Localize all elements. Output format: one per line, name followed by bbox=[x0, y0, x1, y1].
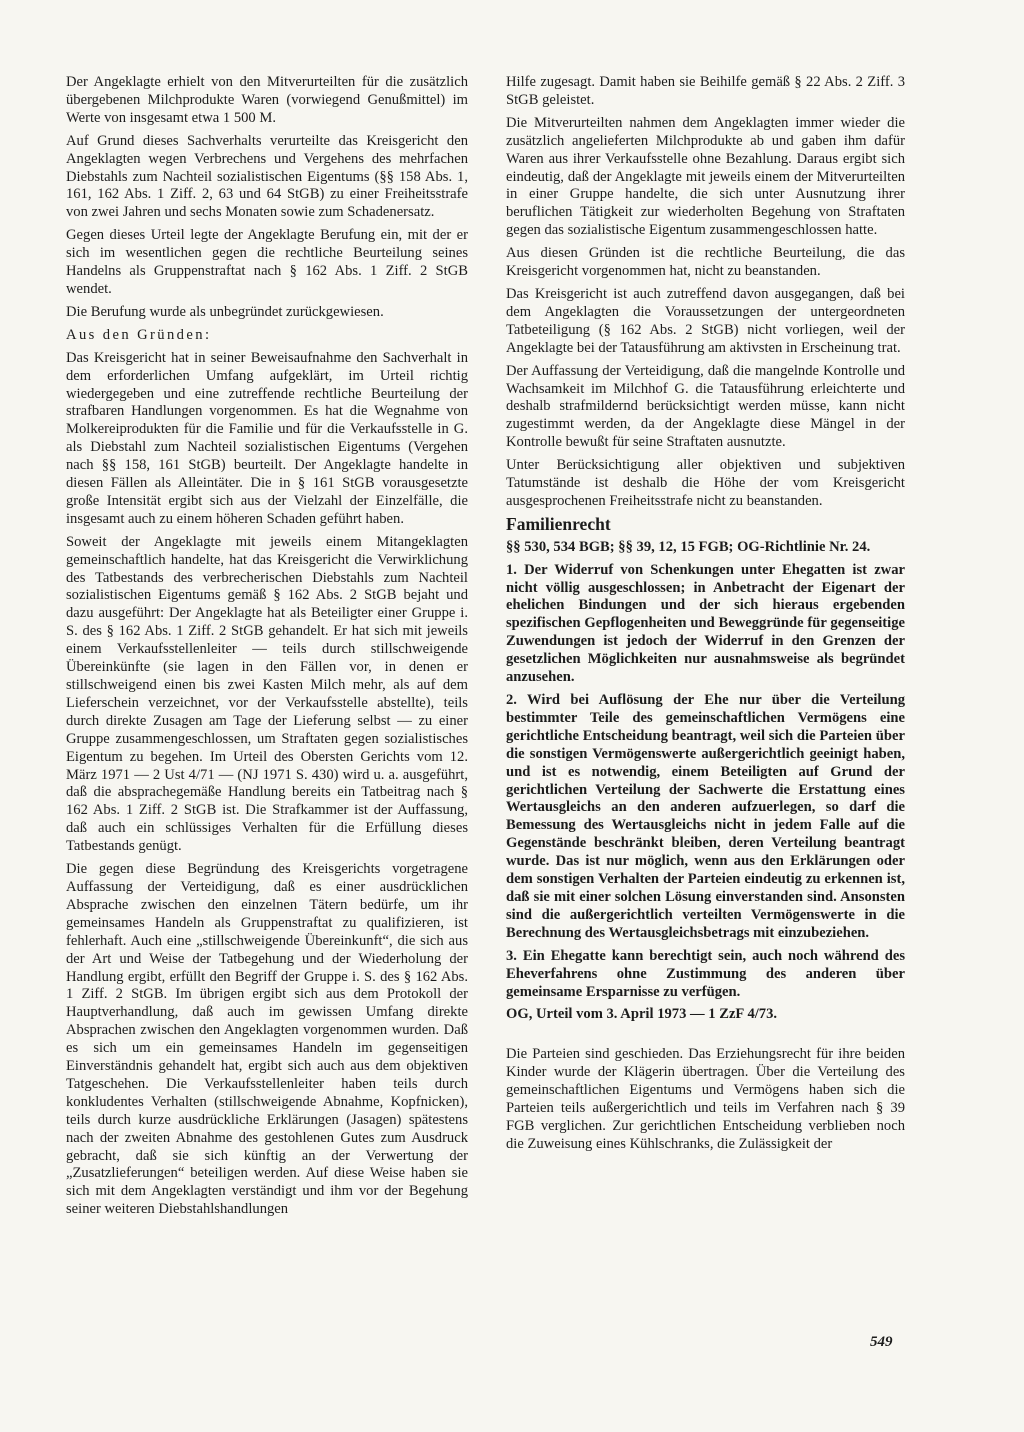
paragraph: Auf Grund dieses Sachverhalts verurteilte das Kreisgericht den Angeklagten wegen Verbrechens und Vergehens des mehrfachen Diebstahls zum Nachteil sozialistischen Eigentums (§§ 158 Abs. 1, 161, 162 Abs. 1 Ziff. 2, 63 und 64 StGB) zu einer Freiheitsstrafe von zwei Jahren und sechs Monaten sowie zum Schadenersatz. bbox=[66, 132, 468, 221]
paragraph: Gegen dieses Urteil legte der Angeklagte Berufung ein, mit der er sich im wesentlichen gegen die rechtliche Beurteilung seines Handelns als Gruppenstraftat nach § 162 Abs. 1 Ziff. 2 StGB wendet. bbox=[66, 227, 468, 297]
section-heading: Aus den Gründen: bbox=[66, 326, 212, 343]
paragraph: Die Parteien sind geschieden. Das Erziehungsrecht für ihre beiden Kinder wurde der Klägerin übertragen. Über die Verteilung des gemeinschaftlichen Eigentums und Vermögens haben sich die Parteien teils außergerichtlich und teils im Verfahren nach § 39 FGB verglichen. Zur gerichtlichen Entscheidung verblieben noch die Zuweisung eines Kühlschranks, die Zulässigkeit der bbox=[506, 1046, 905, 1152]
paragraph: Die Berufung wurde als unbegründet zurückgewiesen. bbox=[66, 303, 384, 320]
paragraph: Aus diesen Gründen ist die rechtliche Beurteilung, die das Kreisgericht vorgenommen hat, nicht zu beanstanden. bbox=[506, 245, 905, 280]
paragraph: Das Kreisgericht hat in seiner Beweisaufnahme den Sachverhalt in dem erforderlichen Umfang aufgeklärt, im Urteil richtig wiedergegeben und eine zutreffende rechtliche Beurteilung der strafbaren Handlungen vorgenommen. Es hat die Wegnahme von Molkereiprodukten für die Familie und für die Verkaufsstelle in G. als Diebstahl zum Nachteil sozialistischen Eigentums (Vergehen nach §§ 158, 161 StGB) beurteilt. Der Angeklagte handelte in diesen Fällen als Alleintäter. Die in § 161 StGB vorausgesetzte große Intensität ergibt sich aus der Vielzahl der Einzelfälle, die insgesamt auch zu einem höheren Schaden geführt haben. bbox=[66, 349, 468, 527]
paragraph: Der Angeklagte erhielt von den Mitverurteilten für die zusätzlich übergebenen Milchprodukte Waren (vorwiegend Genußmittel) im Werte von insgesamt etwa 1 500 M. bbox=[66, 74, 468, 126]
headnote-1: 1. Der Widerruf von Schenkungen unter Ehegatten ist zwar nicht völlig ausgeschlossen; in Anbetracht der Eigenart der ehelichen Bindungen und der sich hieraus ergebenden spezifischen Gepflogenheiten und Beweggründe für gegenseitige Zuwendungen ist jedoch der Widerruf in den Grenzen der gesetzlichen Möglichkeiten nur ausnahmsweise als begründet anzusehen. bbox=[506, 561, 905, 686]
headnote-3: 3. Ein Ehegatte kann berechtigt sein, auch noch während des Eheverfahrens ohne Zustimmung des anderen über gemeinsame Ersparnisse zu verfügen. bbox=[506, 947, 905, 1000]
paragraph: Der Auffassung der Verteidigung, daß die mangelnde Kontrolle und Wachsamkeit im Milchhof G. die Tatausführung erleichterte und deshalb strafmildernd berücksichtigt werden müsse, kann nicht zugestimmt werden, da der Angeklagte diese Mängel in der Kontrolle bewußt für seine Straftaten ausnutzte. bbox=[506, 362, 905, 451]
paragraph: Soweit der Angeklagte mit jeweils einem Mitangeklagten gemeinschaftlich handelte, hat das Kreisgericht die Verwirklichung des Tatbestands des verbrecherischen Diebstahls zum Nachteil sozialistischen Eigentums gemäß § 162 Abs. 2 StGB bejaht und dazu ausgeführt: Der Angeklagte hat als Beteiligter einer Gruppe i. S. des § 162 Abs. 1 Ziff. 2 StGB gehandelt. Er hat sich mit jeweils einem Verkaufsstellenleiter — teils durch stillschweigende Übereinkünfte (sie lagen in den Fällen vor, in denen er stillschweigend einen bis zwei Kasten Milch mehr, als auf dem Lieferschein verzeichnet, vor der Verkaufsstelle abstellte), teils durch direkte Zusagen am Tage der Lieferung selbst — zu einer Gruppe zusammengeschlossen, um Straftaten gegen sozialistisches Eigentum zu begehen. Im Urteil des Obersten Gerichts vom 12. März 1971 — 2 Ust 4/71 — (NJ 1971 S. 430) wird u. a. ausgeführt, daß die absprachegemäße Handlung bereits ein Tatbeitrag nach § 162 Abs. 1 Ziff. 2 StGB ist. Die Strafkammer ist der Auffassung, daß auch ein schlüssiges Verhalten für die Erfüllung dieses Tatbestands genügt. bbox=[66, 533, 468, 855]
paragraph: Die gegen diese Begründung des Kreisgerichts vorgetragene Auffassung der Verteidigung, daß es einer ausdrücklichen Absprache zwischen den einzelnen Tätern bedürfe, um ihr gemeinsames Handeln als Gruppenstraftat zu qualifizieren, ist fehlerhaft. Auch eine „stillschweigende Übereinkunft“, die sich aus der Art und Weise der Tatbegehung und der Wiederholung der Handlung ergibt, erfüllt den Begriff der Gruppe i. S. des § 162 Abs. 1 Ziff. 2 StGB. Im übrigen ergibt sich aus dem Protokoll der Hauptverhandlung, daß auch im gewissen Umfang direkte Absprachen zwischen den Angeklagten vorgenommen wurden. Daß es sich um ein gemeinsames Handeln im gegenseitigen Einverständnis gehandelt hat, ergibt sich auch aus dem objektiven Tatgeschehen. Die Verkaufsstellenleiter haben teils durch konkludentes Verhalten (stillschweigende Abnahme, Kopfnicken), teils durch kurze ausdrückliche Erklärungen (Jasagen) spätestens nach der zweiten Abnahme des gestohlenen Gutes zum Ausdruck gebracht, daß sie sich künftig an der Verwertung der „Zusatzlieferungen“ beteiligen werden. Auf diese Weise haben sie sich mit dem Angeklagten verständigt und ihm vor der Begehung seiner weiteren Diebstahlshandlungen bbox=[66, 861, 468, 1218]
norm-references: §§ 530, 534 BGB; §§ 39, 12, 15 FGB; OG-Richtlinie Nr. 24. bbox=[506, 538, 871, 555]
page-number: 549 bbox=[870, 1334, 893, 1350]
paragraph: Unter Berücksichtigung aller objektiven und subjektiven Tatumstände ist deshalb die Höhe der vom Kreisgericht ausgesprochenen Freiheitsstrafe nicht zu beanstanden. bbox=[506, 457, 905, 509]
left-column bbox=[66, 74, 468, 1224]
decision-citation: OG, Urteil vom 3. April 1973 — 1 ZzF 4/73. bbox=[506, 1006, 778, 1023]
paragraph: Die Mitverurteilten nahmen dem Angeklagten immer wieder die zusätzlich angelieferten Milchprodukte ab und gaben ihm dafür Waren aus ihrer Verkaufsstelle ohne Bezahlung. Daraus ergibt sich eindeutig, daß der Angeklagte mit jeweils einem der Mitverurteilten in einer Gruppe handelte, die sich unter Ausnutzung ihrer beruflichen Tätigkeit zur wiederholten Begehung von Straftaten gegen das sozialistische Eigentum zusammengeschlossen hatte. bbox=[506, 114, 905, 239]
right-column bbox=[506, 74, 905, 1159]
paragraph: Hilfe zugesagt. Damit haben sie Beihilfe gemäß § 22 Abs. 2 Ziff. 3 StGB geleistet. bbox=[506, 74, 905, 108]
paragraph: Das Kreisgericht ist auch zutreffend davon ausgegangen, daß bei dem Angeklagten die Voraussetzungen der untergeordneten Tatbeteiligung (§ 162 Abs. 2 StGB) nicht vorliegen, weil der Angeklagte bei der Tatausführung am aktivsten in Erscheinung trat. bbox=[506, 285, 905, 356]
rubric-heading: Familienrecht bbox=[506, 513, 611, 534]
headnote-2: 2. Wird bei Auflösung der Ehe nur über die Verteilung bestimmter Teile des gemeinschaftlichen Vermögens eine gerichtliche Entscheidung beantragt, weil sich die Parteien über die sonstigen Vermögenswerte außergerichtlich geeinigt haben, und ist es notwendig, einem Beteiligten auf Grund der gerichtlichen Verteilung der Sachwerte die Erstattung eines Wertausgleichs an den anderen aufzuerlegen, so darf die Bemessung des Wertausgleichs nicht in jedem Falle auf die Gegenstände beschränkt bleiben, deren Verteilung beantragt wurde. Das ist nur möglich, wenn aus den Erklärungen oder dem sonstigen Verhalten der Parteien eindeutig zu erkennen ist, daß sie mit einer solchen Lösung einverstanden sind. Ansonsten sind die außergerichtlich verteilten Vermögenswerte in die Berechnung des Wertausgleichsbetrags mit einzubeziehen. bbox=[506, 692, 905, 941]
